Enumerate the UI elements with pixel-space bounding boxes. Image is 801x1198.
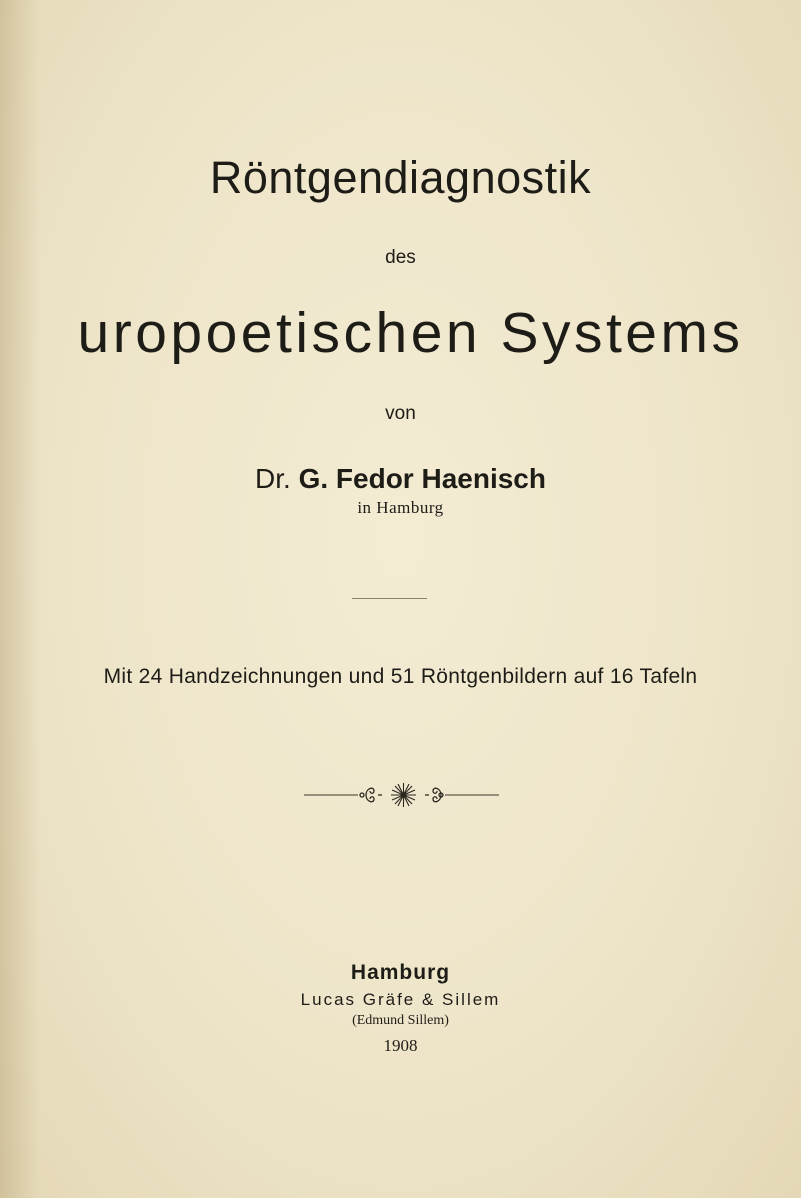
author-by-line: von: [385, 403, 416, 424]
book-subtitle: uropoetischen Systems: [77, 301, 744, 365]
illustrations-note: Mit 24 Handzeichnungen und 51 Röntgenbildern auf 16 Tafeln: [103, 665, 698, 688]
printers-ornament-icon: [304, 780, 499, 810]
imprint-publisher: Lucas Gräfe & Sillem: [300, 990, 501, 1009]
imprint-city: Hamburg: [350, 961, 451, 984]
author-affiliation: in Hamburg: [357, 498, 444, 517]
author-line: [0, 463, 801, 495]
author-name: G. Fedor Haenisch: [298, 463, 546, 494]
section-divider: [352, 598, 427, 599]
book-title: Röntgendiagnostik: [209, 152, 592, 203]
imprint-year: 1908: [383, 1036, 418, 1055]
imprint-publisher-note: (Edmund Sillem): [352, 1013, 449, 1028]
title-connector: des: [385, 247, 416, 268]
author-prefix: Dr.: [255, 463, 291, 494]
